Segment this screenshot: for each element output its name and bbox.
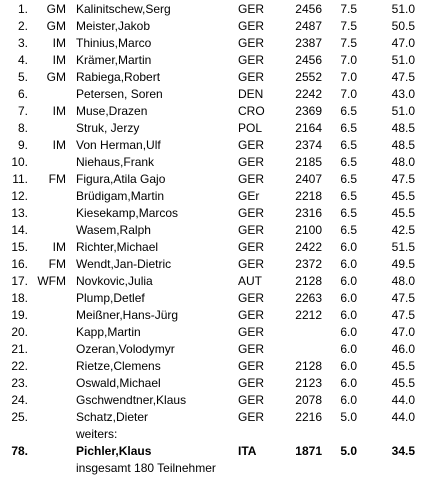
rank-cell: 16. (11, 257, 28, 271)
points-cell: 7.5 (340, 36, 357, 50)
tiebreak-cell: 51.0 (391, 2, 415, 16)
rank-cell: 2. (17, 19, 28, 33)
points-cell: 7.5 (340, 2, 357, 16)
points-cell: 7.0 (340, 87, 357, 101)
player-name-cell: Gschwendtner,Klaus (76, 393, 187, 407)
federation-cell: GER (238, 410, 265, 424)
rating-cell: 2078 (295, 393, 322, 407)
player-name-cell: Plump,Detlef (76, 291, 145, 305)
player-name-cell: Thinius,Marco (76, 36, 152, 50)
rank-cell: 21. (11, 342, 28, 356)
player-name-cell: Meister,Jakob (76, 19, 151, 33)
rating-cell: 2372 (295, 257, 322, 271)
rating-cell: 2552 (295, 70, 322, 84)
federation-cell: DEN (238, 87, 264, 101)
federation-cell: GER (238, 19, 265, 33)
tiebreak-cell: 42.5 (391, 223, 415, 237)
player-name-cell: Richter,Michael (76, 240, 159, 254)
table-row (0, 290, 426, 307)
rating-cell: 2100 (295, 223, 322, 237)
tiebreak-cell: 46.0 (391, 342, 415, 356)
points-cell: 6.0 (340, 376, 357, 390)
points-cell: 6.5 (340, 155, 357, 169)
federation-cell: GER (238, 291, 265, 305)
points-cell: 6.0 (340, 240, 357, 254)
points-cell: 6.5 (340, 189, 357, 203)
rank-cell: 20. (11, 325, 28, 339)
table-row (0, 103, 426, 120)
points-cell: 5.0 (340, 410, 357, 424)
player-name-cell: Wendt,Jan-Dietric (76, 257, 172, 271)
player-name-cell: Rietze,Clemens (76, 359, 161, 373)
table-row (0, 69, 426, 86)
rating-cell: 2422 (295, 240, 322, 254)
highlight-row (0, 443, 426, 460)
points-cell: 6.0 (340, 359, 357, 373)
rows-container (0, 1, 426, 426)
tiebreak-cell: 44.0 (391, 410, 415, 424)
title-cell: IM (52, 240, 66, 254)
rating-cell: 2216 (295, 410, 322, 424)
rank-cell: 10. (11, 155, 28, 169)
tiebreak-cell: 47.5 (391, 70, 415, 84)
rank-cell: 14. (11, 223, 28, 237)
player-name-cell: Kapp,Martin (76, 325, 141, 339)
table-row (0, 358, 426, 375)
points-cell: 6.5 (340, 138, 357, 152)
player-name-cell: Figura,Atila Gajo (76, 172, 166, 186)
tiebreak-cell: 51.5 (391, 240, 415, 254)
federation-cell: GER (238, 223, 265, 237)
rank-cell: 17. (11, 274, 28, 288)
tiebreak-cell: 47.0 (391, 36, 415, 50)
table-row (0, 205, 426, 222)
tiebreak-cell: 48.5 (391, 138, 415, 152)
tiebreak-cell: 44.0 (391, 393, 415, 407)
participants-note: insgesamt 180 Teilnehmer (76, 461, 216, 475)
table-row (0, 18, 426, 35)
player-name-cell: Petersen, Soren (76, 87, 163, 101)
rank-cell: 9. (17, 138, 28, 152)
federation-cell: GER (238, 36, 265, 50)
federation-cell: CRO (238, 104, 265, 118)
tiebreak-cell: 45.5 (391, 359, 415, 373)
player-name-cell: Ozeran,Volodymyr (76, 342, 175, 356)
points-cell: 6.0 (340, 308, 357, 322)
federation-cell: GER (238, 376, 265, 390)
table-row (0, 120, 426, 137)
table-row (0, 307, 426, 324)
rating-cell: 2263 (295, 291, 322, 305)
player-name-cell: Kiesekamp,Marcos (76, 206, 179, 220)
title-cell: IM (52, 104, 66, 118)
weiters-label: weiters: (76, 427, 118, 441)
federation-cell: GER (238, 70, 265, 84)
title-cell: GM (46, 2, 66, 16)
points-cell: 7.0 (340, 70, 357, 84)
table-row (0, 341, 426, 358)
rating-cell: 2128 (295, 359, 322, 373)
federation-cell: GER (238, 257, 265, 271)
rank-cell: 23. (11, 376, 28, 390)
rank-cell: 8. (17, 121, 28, 135)
player-name-cell: Kalinitschew,Serg (76, 2, 171, 16)
table-row (0, 188, 426, 205)
rating-cell: 2123 (295, 376, 322, 390)
tiebreak-cell: 47.5 (391, 308, 415, 322)
federation-cell: GER (238, 308, 265, 322)
federation-cell: AUT (238, 274, 262, 288)
rating-cell: 2242 (295, 87, 322, 101)
rank-cell: 24. (11, 393, 28, 407)
federation-cell: GER (238, 206, 265, 220)
table-row (0, 35, 426, 52)
tiebreak-cell: 43.0 (391, 87, 415, 101)
title-cell: WFM (37, 274, 66, 288)
rank-cell: 19. (11, 308, 28, 322)
points-cell: 6.5 (340, 172, 357, 186)
points-cell: 6.0 (340, 274, 357, 288)
tiebreak-cell: 50.5 (391, 19, 415, 33)
player-name-cell: Rabiega,Robert (76, 70, 161, 84)
tiebreak-cell: 45.5 (391, 376, 415, 390)
tiebreak-cell: 47.5 (391, 291, 415, 305)
federation-cell: GEr (238, 189, 260, 203)
points-cell: 6.0 (340, 325, 357, 339)
rank-cell: 12. (11, 189, 28, 203)
points-cell: 5.0 (340, 444, 357, 458)
title-cell: FM (48, 257, 66, 271)
rating-cell: 2212 (295, 308, 322, 322)
federation-cell: GER (238, 393, 265, 407)
table-row (0, 1, 426, 18)
rating-cell: 2185 (295, 155, 322, 169)
table-row (0, 324, 426, 341)
table-row (0, 375, 426, 392)
federation-cell: GER (238, 240, 265, 254)
tiebreak-cell: 45.5 (391, 206, 415, 220)
player-name-cell: Novkovic,Julia (76, 274, 153, 288)
player-name-cell: Wasem,Ralph (76, 223, 151, 237)
rating-cell: 2164 (295, 121, 322, 135)
rank-cell: 22. (11, 359, 28, 373)
federation-cell: ITA (238, 444, 257, 458)
player-name-cell: Muse,Drazen (76, 104, 148, 118)
rank-cell: 15. (11, 240, 28, 254)
player-name-cell: Struk, Jerzy (76, 121, 140, 135)
points-cell: 6.0 (340, 257, 357, 271)
table-row (0, 154, 426, 171)
points-cell: 6.5 (340, 223, 357, 237)
tiebreak-cell: 48.5 (391, 121, 415, 135)
points-cell: 6.5 (340, 104, 357, 118)
tiebreak-cell: 34.5 (391, 444, 415, 458)
rank-cell: 18. (11, 291, 28, 305)
tiebreak-cell: 45.5 (391, 189, 415, 203)
rating-cell: 2369 (295, 104, 322, 118)
rank-cell: 4. (17, 53, 28, 67)
table-row (0, 137, 426, 154)
points-cell: 7.5 (340, 19, 357, 33)
rating-cell: 2487 (295, 19, 322, 33)
player-name-cell: Krämer,Martin (76, 53, 152, 67)
player-name-cell: Brüdigam,Martin (76, 189, 165, 203)
points-cell: 6.5 (340, 121, 357, 135)
player-name-cell: Niehaus,Frank (76, 155, 155, 169)
table-row (0, 222, 426, 239)
tiebreak-cell: 49.5 (391, 257, 415, 271)
table-row (0, 239, 426, 256)
table-row (0, 171, 426, 188)
rating-cell: 2387 (295, 36, 322, 50)
player-name-cell: Pichler,Klaus (76, 444, 152, 458)
player-name-cell: Schatz,Dieter (76, 410, 149, 424)
points-cell: 6.5 (340, 206, 357, 220)
federation-cell: GER (238, 155, 265, 169)
rank-cell: 7. (17, 104, 28, 118)
federation-cell: GER (238, 172, 265, 186)
federation-cell: POL (238, 121, 263, 135)
player-name-cell: Meißner,Hans-Jürg (76, 308, 179, 322)
title-cell: GM (46, 19, 66, 33)
rank-cell: 1. (17, 2, 28, 16)
rating-cell: 2456 (295, 53, 322, 67)
rating-cell: 2218 (295, 189, 322, 203)
rank-cell: 25. (11, 410, 28, 424)
player-name-cell: Von Herman,Ulf (76, 138, 161, 152)
table-row (0, 392, 426, 409)
federation-cell: GER (238, 325, 265, 339)
federation-cell: GER (238, 2, 265, 16)
table-row (0, 409, 426, 426)
table-row (0, 52, 426, 69)
points-cell: 6.0 (340, 291, 357, 305)
tiebreak-cell: 47.0 (391, 325, 415, 339)
federation-cell: GER (238, 138, 265, 152)
rank-cell: 11. (12, 172, 28, 186)
rating-cell: 2456 (295, 2, 322, 16)
rating-cell: 2407 (295, 172, 322, 186)
federation-cell: GER (238, 53, 265, 67)
points-cell: 7.0 (340, 53, 357, 67)
rank-cell: 13. (11, 206, 28, 220)
rank-cell: 6. (17, 87, 28, 101)
federation-cell: GER (238, 342, 265, 356)
rank-cell: 3. (17, 36, 28, 50)
rating-cell: 2316 (295, 206, 322, 220)
title-cell: IM (52, 36, 66, 50)
rank-cell: 5. (17, 70, 28, 84)
tiebreak-cell: 47.5 (391, 172, 415, 186)
points-cell: 6.0 (340, 393, 357, 407)
title-cell: GM (46, 70, 66, 84)
table-row (0, 86, 426, 103)
tiebreak-cell: 51.0 (391, 53, 415, 67)
title-cell: FM (48, 172, 66, 186)
title-cell: IM (52, 53, 66, 67)
rating-cell: 2374 (295, 138, 322, 152)
table-row (0, 273, 426, 290)
player-name-cell: Oswald,Michael (76, 376, 161, 390)
points-cell: 6.0 (340, 342, 357, 356)
tiebreak-cell: 48.0 (391, 155, 415, 169)
tiebreak-cell: 51.0 (391, 104, 415, 118)
tiebreak-cell: 48.0 (391, 274, 415, 288)
rating-cell: 2128 (295, 274, 322, 288)
table-row (0, 256, 426, 273)
rank-cell: 78. (11, 444, 28, 458)
rating-cell: 1871 (295, 444, 322, 458)
federation-cell: GER (238, 359, 265, 373)
title-cell: IM (52, 138, 66, 152)
